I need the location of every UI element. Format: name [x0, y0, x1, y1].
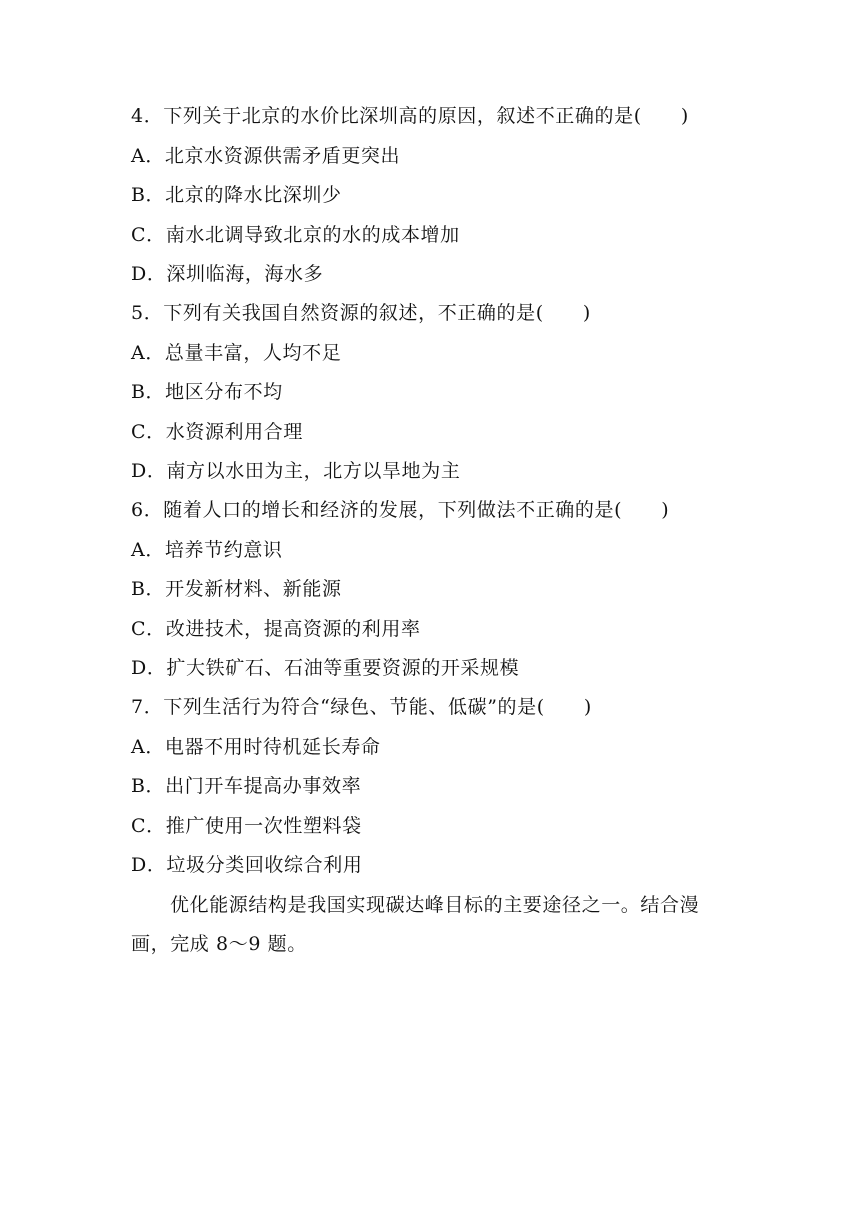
question-7-option-c: C．推广使用一次性塑料袋 [131, 815, 362, 837]
question-4-option-d: D．深圳临海，海水多 [131, 263, 324, 285]
question-6-stem: 6．随着人口的增长和经济的发展，下列做法不正确的是( ) [131, 499, 670, 521]
question-7-option-a: A．电器不用时待机延长寿命 [131, 736, 381, 758]
question-4-option-b: B．北京的降水比深圳少 [131, 184, 342, 206]
question-7-stem: 7．下列生活行为符合“绿色、节能、低碳”的是( ) [131, 696, 592, 718]
question-6-option-c: C．改进技术，提高资源的利用率 [131, 618, 421, 640]
question-5-option-d: D．南方以水田为主，北方以旱地为主 [131, 460, 461, 482]
question-5-option-c: C．水资源利用合理 [131, 421, 303, 443]
question-5-option-b: B．地区分布不均 [131, 381, 283, 403]
question-4-option-c: C．南水北调导致北京的水的成本增加 [131, 224, 460, 246]
question-6-option-b: B．开发新材料、新能源 [131, 578, 342, 600]
question-4-option-a: A．北京水资源供需矛盾更突出 [131, 145, 401, 167]
question-4-stem: 4．下列关于北京的水价比深圳高的原因，叙述不正确的是( ) [131, 105, 689, 127]
question-6-option-a: A．培养节约意识 [131, 539, 283, 561]
question-6-option-d: D．扩大铁矿石、石油等重要资源的开采规模 [131, 657, 520, 679]
intro-line-2: 画，完成 8～9 题。 [131, 933, 307, 955]
question-5-option-a: A．总量丰富，人均不足 [131, 342, 342, 364]
question-7-option-b: B．出门开车提高办事效率 [131, 775, 362, 797]
question-7-option-d: D．垃圾分类回收综合利用 [131, 854, 363, 876]
question-5-stem: 5．下列有关我国自然资源的叙述，不正确的是( ) [131, 302, 591, 324]
intro-line-1: 优化能源结构是我国实现碳达峰目标的主要途径之一。结合漫 [170, 894, 700, 916]
